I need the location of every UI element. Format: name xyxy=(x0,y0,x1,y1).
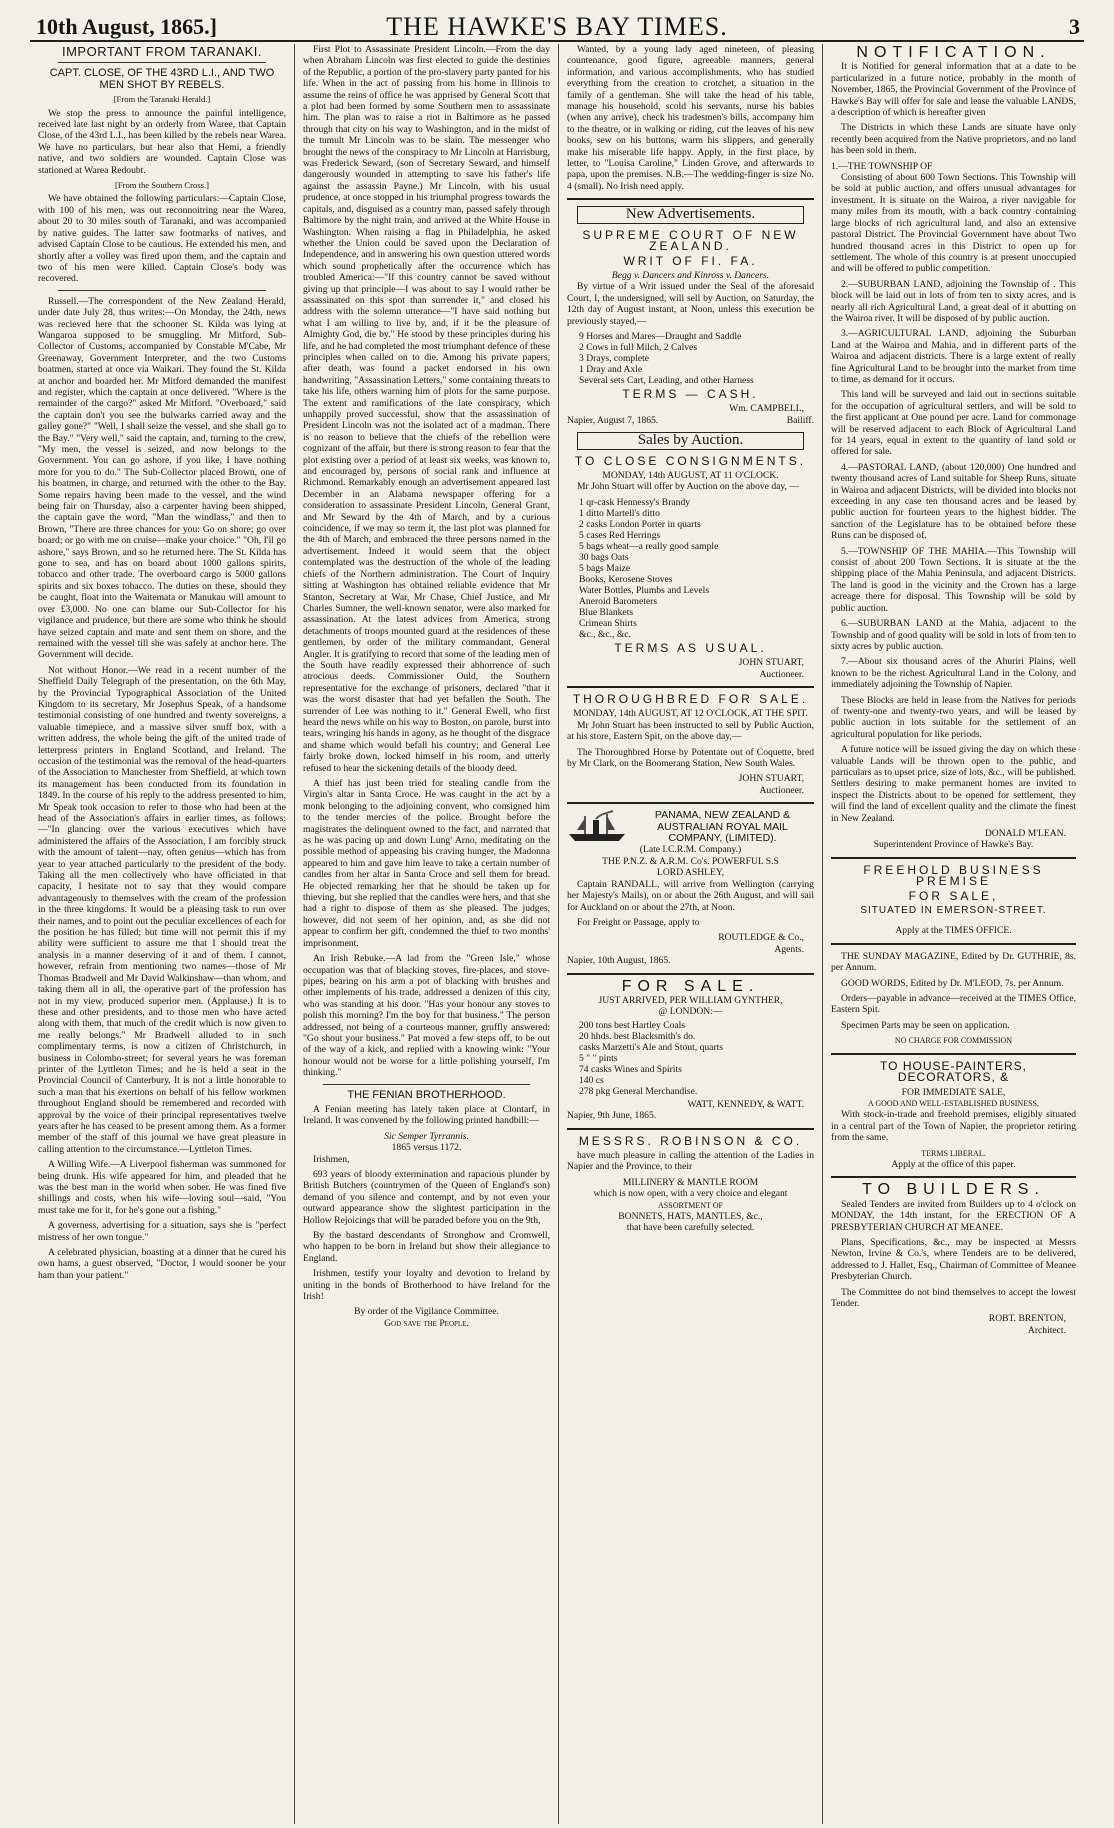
mail-ship-name: LORD ASHLEY, xyxy=(657,867,724,879)
article-paragraph: A celebrated physician, boasting at a dinner that he cured his own hams, a guest observed, "Doctor, I would sooner be your ham than your patient." xyxy=(38,1247,286,1281)
list-item: 5 bags Maize xyxy=(579,562,631,574)
advert-title: THOROUGHBRED FOR SALE. xyxy=(572,692,809,706)
forsale-items xyxy=(579,1020,814,1097)
advert-note: NO CHARGE FOR COMMISSION xyxy=(894,1036,1013,1046)
signature-title: Auctioneer. xyxy=(759,668,804,680)
list-item: 1 ditto Martell's ditto xyxy=(579,507,660,519)
list-item: Blue Blankets xyxy=(579,606,634,618)
signature: JOHN STUART, xyxy=(738,773,804,785)
notification-body: It is Notified for general information that at a date to be particularized in a future notice, probably in the month of November, 1865, the Provincial Government of the Province of Hawke's Bay will offer for sale and lease the valuable LANDS, a description of which is hereafter given xyxy=(831,61,1076,119)
advert-title: TO CLOSE CONSIGNMENTS. xyxy=(574,453,807,468)
divider xyxy=(58,62,266,63)
court-terms: TERMS — CASH. xyxy=(622,386,759,401)
article-paragraph: A Willing Wife.—A Liverpool fisherman was summoned for being drunk. His wife appeared for him, and pleaded that he was the best man in the world when sober. He was fined five shillings and costs, when his wife—loving soul—said, "You must take me for it, for he's gone out a fishing." xyxy=(38,1159,286,1216)
motto: Sic Semper Tyrrannis. xyxy=(384,1130,469,1142)
notification-item: 6.—SUBURBAN LAND at the Mahia, adjacent to the Township and of good quality will be sold in lots of from ten to sixty acres by public auction. xyxy=(831,618,1076,652)
article-paragraph: First Plot to Assassinate President Lincoln.—From the day when Abraham Lincoln was first elected to guide the destinies of the Republic, a portion of the pro-slavery party panted for his life. When in the act of passing from his home in Illinois to assume the reins of office he was apprised by General Scott that a plot had been formed by some Southern men to assassinate him. The plan was to raise a riot in Baltimore as he passed through that city on his way to Washington, and in the midst of the tumult Mr Lincoln was to be slain. The messenger who brought the news of the conspiracy to Mr Lincoln at Harrisburg, was Frederick Seward, (son of Secretary Seward, and himself dangerously wounded in attempting to save his father's life against the assassin Payne.) Mr Lincoln, with his usual prudence, at once stopped in his triumphal progress towards the capitals, and, disguised as a country man, passed safely through Baltimore by the night train, and arrived at the White House in Washington. When raising a flag in Philadelphia, he asked whether the Union could be saved upon the Declaration of Independence, and in answering his own question uttered words which sound prophetically after the occurrence which has troubled America:—"If this country cannot be saved without giving up that principle—I was about to say I would rather be assassinated on this spot than surrender it," and closed his address with the solemn utterance—"I have said nothing but what I am willing to live by, and, if it be the pleasure of Almighty God, die by." He stood by these principles during his life, and he had completed the most triumphant defence of these principles when called on to die. Among his private papers, after death, was found a packet endorsed in his own handwriting, "Assassination Letters," some containing threats to take his life, others warning him of plots for the same purpose. The extent and ramifications of the late conspiracy, which unhappily proved successful, show that the assassination of President Lincoln was not the isolated act of a madman. There is no reason to believe that the chiefs of the rebellion were cognizant of the affair, but there is strong reason to fear that the plot existing over a period of at least six weeks, was known to, and encouraged by, persons of social rank and influence at Richmond. Remarkably enough an advertisement appeared last December in an Alabama newspaper offering for a consideration to assassinate President Lincoln, General Grant, and Mr Seward by the 4th of March, and by a curious coincidence, if we may so term it, the last plot was planned for the 4th of March, and embraced the three persons named in the advertisement. Indeed it would seem that the object contemplated was the destruction of the whole of the leading chiefs of the Northern administration. The Court of Inquiry sitting at Washington has obtained reliable evidence that Mr Stanton, Secretary at War, Mr Chase, Chief Justice, and Mr Charles Sumner, the well-known senator, were also marked for assassination. At the latest advices from America, strong detachments of troops mounted guard at the residences of these gentlemen, by order of the military commandant, General Angler. It is gratifying to record that some of the leading men of the South have readily expressed their abhorrence of such atrocious deeds. Commissioner Ould, the Southern representative for the exchange of prisoners, declared "that it was the worst disaster that had yet befallen the South. The surrender of Lee was nothing to it." General Ewell, who first heard the news while on his way to Boston, on parole, burst into tears, wringing his hands in agony, as he thought of the disgrace and shame which would befall his country; and General Lee fairly broke down, locked himself in his room, and utterly refused to hear the sickening details of the bloody deed. xyxy=(303,44,550,774)
advert-subtitle: ASSORTMENT OF xyxy=(658,1200,723,1210)
advert-body: The Thoroughbred Horse by Potentate out of Coquette, bred by Mr Clark, on the Boomerang Station, New South Wales. xyxy=(567,746,814,770)
article-paragraph: We have obtained the following particulars:—Captain Close, with 100 of his men, was out reconnoitring near the Warea, about 20 to 30 miles south of Taranaki, and was accompanied by native guides. The latter saw footmarks of natives, and advised Captain Close to be cautious. He extended his men, and shortly after a volley was fired upon them, and the captain and two of his men were killed. Captain Close's body was recovered. xyxy=(38,193,286,285)
advert-title: FREEHOLD BUSINESS PREMISE xyxy=(863,862,1044,889)
list-item: 9 Horses and Mares—Draught and Saddle xyxy=(579,330,742,342)
advert-subtitle: SITUATED IN EMERSON-STREET. xyxy=(860,905,1047,917)
list-item: 1 qr-cask Hennessy's Brandy xyxy=(579,496,691,508)
notification-item: 3.—AGRICULTURAL LAND, adjoining the Suburban Land at the Wairoa and Mahia, and in different parts of the Wairoa and adjacent districts. There is a large extent of really fine Agricultural Land to be brought into the market from time to time, as demand for it occurs. xyxy=(831,328,1076,385)
divider xyxy=(831,1053,1076,1055)
headline-taranaki: IMPORTANT FROM TARANAKI. xyxy=(61,44,263,59)
list-item: Crimean Shirts xyxy=(579,617,637,629)
notification-item: 2.—SUBURBAN LAND, adjoining the Township of . This block will be laid out in lots of from ten to sixty acres, and is nearly all rich Agricultural Land, a great deal of it abutting on the Wairoa river. It will be disposed of by public auction. xyxy=(831,278,1076,324)
article-paragraph: A Fenian meeting has lately taken place at Clontarf, in Ireland. It was convened by the following printed handbill:— xyxy=(303,1103,550,1127)
advert-body: With stock-in-trade and freehold premises, eligibly situated in a central part of the Town of Napier, the proprietor retiring from the same. xyxy=(831,1109,1076,1144)
list-item: 3 Drays, complete xyxy=(579,352,650,364)
mail-title: PANAMA, NEW ZEALAND & AUSTRALIAN ROYAL MAIL COMPANY, (LIMITED). xyxy=(654,809,791,845)
advert-body: Orders—payable in advance—received at the TIMES Office, Eastern Spit. xyxy=(831,993,1076,1016)
advert-body: which is now open, with a very choice and elegant xyxy=(593,1188,788,1200)
divider xyxy=(831,857,1076,859)
list-item: 2 casks London Porter in quarts xyxy=(579,518,701,530)
divider xyxy=(831,1176,1076,1178)
place-date: Napier, 10th August, 1865. xyxy=(567,955,671,967)
signature-title: Bailiff. xyxy=(786,414,814,426)
advert-body: Sealed Tenders are invited from Builders up to 4 o'clock on MONDAY, the 14th instant, for the ERECTION OF A PRESBYTERIAN CHURCH AT MEANEE. xyxy=(831,1198,1076,1233)
court-body: By virtue of a Writ issued under the Seal of the aforesaid Court, I, the undersigned, will sell by Auction, on Saturday, the 12th day of August instant, at Noon, unless this execution be previously stayed,— xyxy=(567,281,814,327)
notification-title: NOTIFICATION. xyxy=(856,44,1051,61)
mail-freight: For Freight or Passage, apply to xyxy=(577,916,700,928)
section-sales-by-auction: Sales by Auction. xyxy=(577,432,804,449)
source-line: [From the Taranaki Herald.] xyxy=(113,94,211,105)
notification-item: These Blocks are held in lease from the Natives for periods of twenty-one and twenty-two years, and will be leased by public auction in lots suitable for the settlement of an agricultural population for like periods. xyxy=(831,694,1076,740)
advert-subtitle: FOR IMMEDIATE SALE, xyxy=(901,1086,1006,1098)
advert-body: that have been carefully selected. xyxy=(626,1222,755,1234)
signature-title: Auctioneer. xyxy=(759,784,804,796)
list-item: 20 hhds. best Blacksmith's do. xyxy=(579,1030,696,1042)
list-item: &c., &c., &c. xyxy=(579,628,631,640)
headline-fenian: THE FENIAN BROTHERHOOD. xyxy=(347,1088,506,1101)
divider xyxy=(567,802,814,804)
signature: ROBT. BRENTON, xyxy=(988,1313,1066,1325)
article-paragraph: Russell.—The correspondent of the New Zealand Herald, under date July 28, thus writes:—On Monday, the 24th, news was recieved here that the schooner St. Kilda was lying at Wangaroa supposed to be smuggling. Mr Mitford, Sub-Collector of Customs, accompanied by Constable M'Cabe, Mr Greenaway, Government Interpreter, and the two Customs boatmen, started at once via Waikari. They found the St. Kilda at anchor and boarded her. Mr Mitford demanded the manifest and register, which the captain at once delivered. "Where is the remainder of the cargo?" asked Mr Mitford. "Overboard," said the captain don't you see the bulwarks carried away and the galley gone?" "Well, I shall seize the vessel, and she shall go to the Bay." "Very well," said the captain, and, turning to the crew, "My men, the vessel is seized, and now belongs to the Government. You can go ashore, if you like, I have nothing more for you to do." The Sub-Collector placed Brown, one of his boatmen, in charge, and returned with the other to the Bay. Some repairs having been made to the vessel, and the wind being fair on Thursday, also a carpenter having been shipped, the captain gave the word, "Man the windlass," and then to Brown, "There are three chances for you: Go on shore; go over board; or go with me on cruise—make your choice." "Oh, I'll go ashore," says Brown, and so he returned here. The St. Kilda has gone to sea, and has on board about 1000 gallons spirits, tobacco and other trade. The overboard cargo is 5000 gallons spirits and six boxes tobacco. The duties on these, should they be caught, float into the Waitemata or Manukau will amount to over £3,000. No one can blame our Sub-Collector for his vigilance and prudence, but there are some who think he should have seized captain and mate and sent them on shore, and the remained with the vessel till she was safely at anchor here. The Government will decide. xyxy=(38,295,286,661)
signature: JOHN STUART, xyxy=(738,657,804,669)
article-paragraph: An Irish Rebuke.—A lad from the "Green Isle," whose occupation was that of blacking stoves, fire-places, and stove-pipes, bearing on his arm a pot of blacking with brushes and other implements of his trade, addressed a denizen of this city, who was standing at his door. "Has your honour any stoves to polish this morning? I'm the boy for that business." The person addressed, not being of a courteous manner, gruffly answered: "Go shout your business." Pat moved a few steps off, to be out of the way of a kick, and replied with a knowing wink: "Your honour would not be worse for a little polishing yourself, I'm thinking." xyxy=(303,953,550,1079)
source-line: [From the Southern Cross.] xyxy=(114,180,210,191)
steamship-icon xyxy=(567,810,627,844)
advert-subtitle: @ LONDON:— xyxy=(658,1006,723,1018)
court-title: SUPREME COURT OF NEW ZEALAND. xyxy=(582,227,799,254)
advert-subtitle: FOR SALE, xyxy=(908,888,999,903)
article-paragraph: By the bastard descendants of Strongbow and Cromwell, who happen to be born in Ireland but show their allegiance to England. xyxy=(303,1230,550,1264)
notification-item: Consisting of about 600 Town Sections. This Township will be sold at public auction, and offers unusual advantages for investment. It is situate on the Wairoa, a river navigable for many miles from its mouth, with a back country containing large blocks of rich agricultural land, and also an extensive pastoral District. The Provincial Government have about Two hundred thousand acres in this District to open up for settlement. The whole of this country is at present unoccupied and will be offered to public competition. xyxy=(831,172,1076,275)
advert-body: Mr John Stuart has been instructed to sell by Public Auction, at his store, Eastern Spit, on the above day,— xyxy=(567,719,814,743)
list-item: Aneroid Barometers xyxy=(579,595,658,607)
article-paragraph: Irishmen, testify your loyalty and devotion to Ireland by uniting in the bonds of Brotherhood to have Ireland for the Irish! xyxy=(303,1268,550,1303)
notification-body: The Districts in which these Lands are situate have only recently been acquired from the Native proprietors, and no land has been sold in them. xyxy=(831,122,1076,157)
court-case: Begg v. Dancers and Kinross v. Dancers. xyxy=(611,269,770,281)
section-new-advertisements: New Advertisements. xyxy=(577,206,804,223)
advert-body: Plans, Specifications, &c., may be inspected at Messrs Newton, Irvine & Co.'s, where Tenders are to be delivered, addressed to J. Hallet, Esq., Chairman of Committee of Meanee Presbyterian Church. xyxy=(831,1236,1076,1283)
mail-ship-line: THE P.N.Z. & A.R.M. Co's. POWERFUL S.S xyxy=(602,855,779,867)
divider xyxy=(831,943,1076,945)
article-paragraph: Irishmen, xyxy=(313,1153,350,1165)
advert-title: FOR SALE. xyxy=(621,977,760,995)
auction-items xyxy=(579,497,814,640)
advert-subtitle: BONNETS, HATS, MANTLES, &c., xyxy=(618,1211,763,1222)
advert-subtitle: MILLINERY & MANTLE ROOM xyxy=(622,1176,759,1188)
article-paragraph: 693 years of bloody extermination and rapacious plunder by British Butchers (countrymen of the Queen of England's son) demand of you silence and contempt, and by not even your outward appearance show the slightest participation in the Hollow Rejoicings that will be paraded before you on the 9th, xyxy=(303,1169,550,1226)
mail-late: (Late I.C.R.M. Company.) xyxy=(639,844,742,856)
list-item: 30 bags Oats xyxy=(579,551,629,563)
signoff: By order of the Vigilance Committee. xyxy=(354,1306,499,1318)
article-paragraph: A governess, advertising for a situation, says she is "perfect mistress of her own tongue." xyxy=(38,1220,286,1243)
subheadline-capt-close: CAPT. CLOSE, OF THE 43RD L.I., AND TWO MEN SHOT BY REBELS. xyxy=(49,67,275,91)
list-item: Books, Kerosene Stoves xyxy=(579,573,673,585)
signature: ROUTLEDGE & Co., xyxy=(718,932,804,944)
list-item: 5 " " pints xyxy=(579,1052,618,1064)
advert-subtitle: JUST ARRIVED, PER WILLIAM GYNTHER, xyxy=(598,994,783,1006)
list-item: 1 Dray and Axle xyxy=(579,363,643,375)
signature: WATT, KENNEDY, & WATT. xyxy=(687,1098,804,1110)
masthead xyxy=(30,10,1084,42)
list-item: 278 pkg General Merchandise. xyxy=(579,1085,698,1097)
column-4 xyxy=(822,44,1084,1824)
article-paragraph: Not without Honor.—We read in a recent number of the Sheffield Daily Telegraph of the presentation, on the 6th May, by the Provincial Typographical Association of the United Kingdom to its secretary, Mr Josephus Speak, of a handsome testimonial consisting of one hundred and twenty sovereigns, a valuable timepiece, and a massive silver snuff box, with a written address, the whole being the gift of the united trade of letterpress printers in England Scotland, and Ireland. The occasion of the testimonial was the removal of the head-quarters of the Association to Manchester from Sheffield, at which town its management has been conducted from its foundation in 1849. In the course of his reply to the address presented to him, Mr Speak took occasion to refer to those who had been at the head of the Association's affairs in earlier times, as follows:—"In glancing over the various executives which have administered the affairs of the Association, I am forcibly struck with the amount of talent—nay, often genius—which has from year to year attached particularly to the president of the body. Taking all the men collectively who have officiated in that capacity, I hesitate not to say that they would compare advantageously to themselves with the cream of the profession in the three kingdoms. It would be a pleasing task to run over their names, and to point out the peculiar excellences of each for the position he has filled; but time will not permit this if my ability were sufficient to assure me that I should treat the analysis in a manner deserving of it and of them. I cannot, however, refrain from mentioning two names—those of Mr Thomas Bradwell and Mr David Walkinshaw—than whom, and taking them all in all, the operative part of the profession has not in my view, produced superior men. (Applause.) It is to these and other presidents, and to those men who have acted along with them, that much of the credit which is now given to me really belongs." Mr Bradwell alluded to in such complimentary terms, is now a citizen of Christchurch, in business in Colombo-street; for several years he was foreman printer of the Lyttleton Times; and he is held a seat in the Provincial Council of Canterbury. It is not a little honorable to such a man that his exertions on behalf of his fellow workmen throughout England should be remembered and recorded with approval by the voice of their principal representatives twelve years after he has ceased to be present among them. As a former member of the staff of this journal we have great pleasure in calling attention to the circumstance.—Lyttleton Times. xyxy=(38,664,286,1155)
columns xyxy=(30,44,1084,1824)
signature-title: Superintendent Province of Hawke's Bay. xyxy=(873,839,1034,851)
divider xyxy=(567,973,814,975)
divider xyxy=(567,198,814,200)
signoff: God save the People. xyxy=(384,1317,469,1329)
place-date: Napier, August 7, 1865. xyxy=(567,414,659,426)
advert-wanted: Wanted, by a young lady aged nineteen, of pleasing countenance, good figure, agreeable manners, general information, and various accomplishments, who has studied everything from the creation to crotchet, a situation in the family of a gentleman. She will take the head of his table, manage his household, scold his servants, nurse his babies (when any arrive), check his tradesmen's bills, accompany him to the theatre, or in walking or riding, cut the leaves of his new books, sew on his buttons, warm his slippers, and generally make his miserable life happy. Apply, in the first place, by letter, to "Louisa Caroline," Linden Grove, and afterwards to papa, upon the premises. N.B.—The wedding-finger is size No. 4 (small). No Irish need apply. xyxy=(567,44,814,192)
year-line: 1865 versus 1172. xyxy=(391,1142,462,1154)
list-item: 74 casks Wines and Spirits xyxy=(579,1063,682,1075)
list-item: 5 bags wheat—a really good sample xyxy=(579,540,719,552)
advert-title: MESSRS. ROBINSON & CO. xyxy=(578,1133,803,1148)
notification-item: 5.—TOWNSHIP OF THE MAHIA.—This Township will consist of about 200 Town Sections. It is situate at the the shipping place of the Mahia Peninsula, and adjacent Districts. The land is good in the vicinity and the Crown has a large acreage there for disposal. This Township will be sold by public auction. xyxy=(831,545,1076,614)
mail-advert-header xyxy=(567,810,814,844)
advert-title: TO HOUSE-PAINTERS, DECORATORS, & xyxy=(880,1058,1027,1085)
advert-title: TO BUILDERS. xyxy=(862,1181,1045,1199)
notification-item: 4.—PASTORAL LAND, (about 120,000) One hundred and twenty thousand acres of Land suitable for Sheep Runs, situate in Wairoa and adjacent Districts, will be divided into blocks not exceeding in any case ten thousand acres and be leased by public auction for fourteen years to the highest bidder. The sanction of the Legislature has to be obtained before these Runs can be disposed of. xyxy=(831,461,1076,542)
list-item: 200 tons best Hartley Coals xyxy=(579,1019,686,1031)
advert-apply: Apply at the TIMES OFFICE. xyxy=(895,925,1012,937)
list-item: Water Bottles, Plumbs and Levels xyxy=(579,584,710,596)
list-item: 140 cs xyxy=(579,1074,604,1086)
notification-item: A future notice will be issued giving the day on which these valuable Lands will be thrown open to the public, and particulars as to upset price, size of lots, &c., will be published. Settlers desiring to make permanent homes are invited to inspect the Districts about to be opened for settlement, they will find the land of excellent quality and the climate the finest in New Zealand. xyxy=(831,744,1076,824)
newspaper-title: THE HAWKE'S BAY TIMES. xyxy=(386,12,728,41)
divider xyxy=(567,1128,814,1130)
place-date: Napier, 9th June, 1865. xyxy=(567,1110,657,1122)
column-1 xyxy=(30,44,294,1824)
list-item: 5 cases Red Herrings xyxy=(579,529,661,541)
page-number: 3 xyxy=(1069,14,1080,39)
notification-item: This land will be surveyed and laid out in sections suitable for the occupation of agricultural settlers, and will be sold to the first applicant at One pound per acre. Land for commonage will be reserved adjacent to each Block of Agricultural Land for 14 years, equal in extent to the quantity of land sold or offered for sale. xyxy=(831,389,1076,458)
signature: DONALD M'LEAN. xyxy=(984,828,1066,839)
signature: Wm. CAMPBELL, xyxy=(729,403,804,415)
court-items xyxy=(579,331,814,386)
list-item: 2 Cows in full Milch, 2 Calves xyxy=(579,341,698,353)
advert-body: The Committee do not bind themselves to accept the lowest Tender. xyxy=(831,1286,1076,1309)
advert-apply: Apply at the office of this paper. xyxy=(891,1158,1016,1170)
article-paragraph: We stop the press to announce the painful intelligence, received late last night by an orderly from Waree, that Captain Close, of the 43rd L.I., has been killed by the rebels near Warea. We have no particulars, but hear also that Hemi, a friendly native, and two soldiers are wounded. Captain Close was stationed at Warea Redoubt. xyxy=(38,107,286,176)
issue-date: 10th August, 1865.] xyxy=(36,14,217,39)
signature-title: Architect. xyxy=(1027,1324,1066,1336)
advert-body: Mr John Stuart will offer by Auction on the above day, — xyxy=(577,481,799,493)
advert-date: MONDAY, 14th AUGUST, AT 12 O'CLOCK, AT THE SPIT. xyxy=(573,708,808,720)
notification-item: 7.—About six thousand acres of the Ahuriri Plains, well known to be the richest Agricultural Land in the Colony, and immediately adjoining the Township of Napier. xyxy=(831,656,1076,691)
column-3 xyxy=(558,44,822,1824)
advert-body: Specimen Parts may be seen on application. xyxy=(841,1019,1010,1031)
divider xyxy=(58,290,266,291)
advert-body: THE SUNDAY MAGAZINE, Edited by Dr. GUTHRIE, 8s. per Annum. xyxy=(831,950,1076,974)
article-paragraph: A thief has just been tried for stealing candle from the Virgin's altar in Santa Croce. He was caught in the act by a monk belonging to the adjoining convent, who consigned him to the tender mercies of the police. Brought before the magistrates the delinquent owned to the fact, and narrated that as he was pacing up and down Lung' Arno, meditating on the possible method of appeasing his craving hunger, the Madonna appeared to him and gave him leave to take a certain number of candles from her altar in Santa Croce and sell them for bread. He objected remarking her that he should be taken up for thieving, but she replied that the candles were hers, and that she had a right to dispose of them as she pleased. The judges, however, did not seem of her opinion, and, as she did not appear to confirm her gift, condemned the thief to two months' imprisonment. xyxy=(303,778,550,949)
advert-terms: TERMS AS USUAL. xyxy=(614,640,767,655)
divider xyxy=(323,1084,530,1085)
advert-date: MONDAY, 14th AUGUST, AT 11 O'CLOCK. xyxy=(602,469,779,481)
signature-line xyxy=(567,415,814,426)
advert-subtitle: A GOOD AND WELL-ESTABLISHED BUSINESS, xyxy=(868,1098,1039,1108)
advert-terms: TERMS LIBERAL. xyxy=(921,1148,986,1158)
column-2 xyxy=(294,44,558,1824)
list-item: Several sets Cart, Leading, and other Harness xyxy=(579,374,754,386)
divider xyxy=(567,686,814,688)
mail-body: Captain RANDALL, will arrive from Wellington (carrying her Majesty's Mails), on or about the 26th August, and will sail for Auckland on or about the 27th, at Noon. xyxy=(567,878,814,913)
list-item: casks Marzetti's Ale and Stout, quarts xyxy=(579,1041,724,1053)
notification-item-head: 1.—THE TOWNSHIP OF xyxy=(831,160,933,172)
advert-body: have much pleasure in calling the attention of the Ladies in Napier and the Province, to their xyxy=(567,1149,814,1173)
court-writ: WRIT OF FI. FA. xyxy=(623,253,758,268)
advert-body: GOOD WORDS, Edited by Dr. M'LEOD, 7s. per Annum. xyxy=(841,977,1064,989)
signature-title: Agents. xyxy=(774,943,804,955)
